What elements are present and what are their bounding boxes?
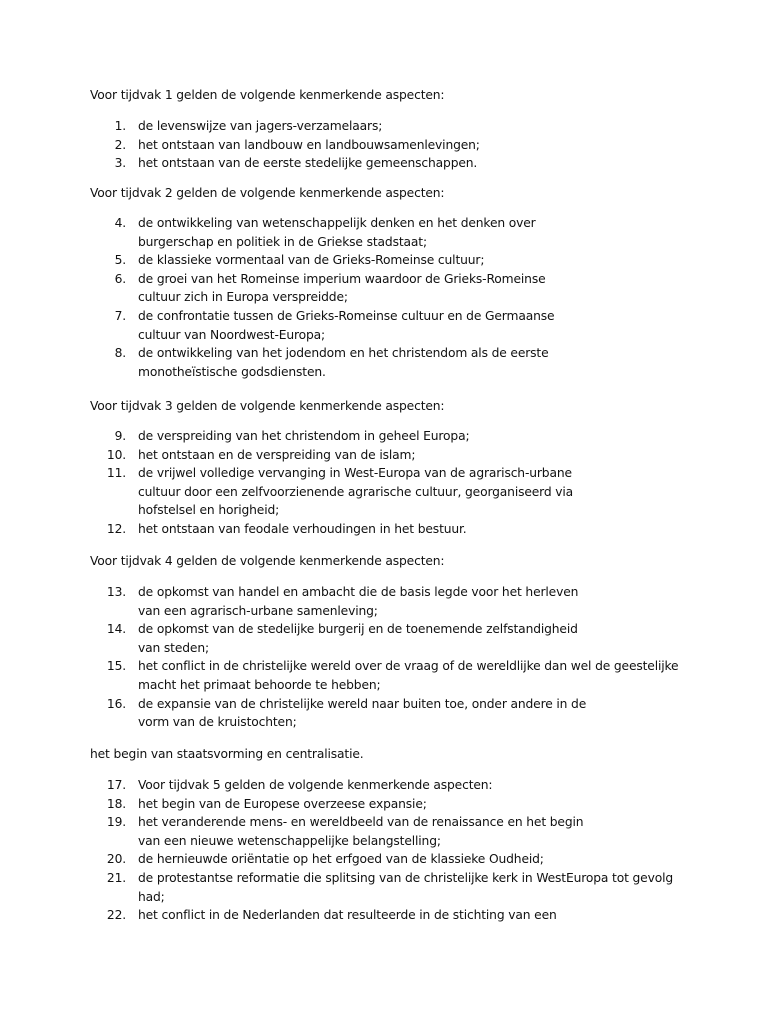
list-item (0, 464, 768, 520)
item-number: 4. (114, 216, 126, 230)
aspect-list (0, 427, 768, 539)
item-number: 15. (106, 659, 126, 674)
aspect-list (0, 776, 768, 925)
item-number: 7. (114, 308, 126, 323)
section-intro: Voor tijdvak 1 gelden de volgende kenmerkende aspecten: (90, 88, 445, 102)
item-text: de protestantse reformatie die splitsing van de christelijke kerk in WestEuropa tot gevolg had; (138, 870, 674, 904)
item-text: het begin van de Europese overzeese expansie; (138, 796, 427, 811)
item-text: Voor tijdvak 5 gelden de volgende kenmerkende aspecten: (138, 778, 493, 792)
item-text: het veranderende mens- en wereldbeeld van de renaissance en het begin van een nieuwe wetenschappelijke belangstelling; (138, 815, 584, 848)
item-number: 8. (114, 346, 126, 361)
item-text: het ontstaan van landbouw en landbouwsamenlevingen; (138, 137, 480, 152)
list-item (0, 136, 768, 155)
list-item (0, 117, 768, 136)
item-number: 2. (114, 137, 126, 152)
item-text: het ontstaan en de verspreiding van de islam; (138, 447, 416, 462)
list-item (0, 270, 768, 307)
item-number: 19. (106, 815, 126, 830)
item-text: de vrijwel volledige vervanging in West-Europa van de agrarisch-urbane cultuur door een zelfvoorzienende agrarische cultuur, georganiseerd via hofstelsel en horigheid; (138, 466, 574, 518)
item-text: de expansie van de christelijke wereld naar buiten toe, onder andere in de vorm van de kruistochten; (138, 696, 587, 730)
item-text: de groei van het Romeinse imperium waardoor de Grieks-Romeinse cultuur zich in Europa verspreidde; (138, 271, 546, 305)
section-intro: het begin van staatsvorming en centralisatie. (90, 747, 364, 761)
list-item (0, 307, 768, 344)
list-item (0, 906, 768, 925)
item-number: 20. (106, 852, 126, 867)
list-item (0, 520, 768, 539)
item-number: 9. (114, 429, 126, 443)
item-text: de opkomst van handel en ambacht die de basis legde voor het herleven van een agrarisch-urbane samenleving; (138, 585, 579, 618)
item-text: de opkomst van de stedelijke burgerij en de toenemende zelfstandigheid van steden; (138, 622, 578, 655)
item-text: de klassieke vormentaal van de Grieks-Romeinse cultuur; (138, 253, 485, 268)
item-number: 11. (106, 466, 126, 481)
aspect-list (0, 117, 768, 173)
item-number: 18. (106, 796, 126, 811)
item-number: 17. (106, 778, 126, 792)
item-number: 3. (114, 156, 126, 171)
item-number: 5. (114, 253, 126, 268)
item-number: 6. (114, 271, 126, 286)
item-text: de confrontatie tussen de Grieks-Romeinse cultuur en de Germaanse cultuur van Noordwest-Europa; (138, 308, 555, 342)
item-number: 22. (106, 908, 126, 923)
list-item (0, 850, 768, 869)
item-text: het conflict in de Nederlanden dat resulteerde in de stichting van een (138, 908, 557, 923)
list-item (0, 776, 768, 795)
item-number: 13. (106, 585, 126, 599)
item-text: de levenswijze van jagers-verzamelaars; (138, 119, 383, 133)
item-text: het conflict in de christelijke wereld over de vraag of de wereldlijke dan wel de geestelijke macht het primaat behoorde te hebben; (138, 659, 679, 692)
item-number: 21. (106, 870, 126, 885)
item-number: 14. (106, 622, 126, 637)
aspect-list (0, 583, 768, 732)
list-item (0, 620, 768, 657)
item-text: het ontstaan van de eerste stedelijke gemeenschappen. (138, 156, 478, 171)
list-item (0, 214, 768, 251)
list-item (0, 869, 768, 906)
item-text: het ontstaan van feodale verhoudingen in het bestuur. (138, 521, 467, 536)
list-item (0, 795, 768, 814)
section-intro: Voor tijdvak 4 gelden de volgende kenmerkende aspecten: (90, 554, 445, 568)
list-item (0, 813, 768, 850)
item-number: 10. (106, 447, 126, 462)
item-number: 16. (106, 696, 126, 711)
item-text: de hernieuwde oriëntatie op het erfgoed van de klassieke Oudheid; (138, 852, 544, 867)
aspect-list (0, 214, 768, 381)
section-intro: Voor tijdvak 3 gelden de volgende kenmerkende aspecten: (90, 399, 445, 413)
list-item (0, 251, 768, 270)
item-text: de ontwikkeling van wetenschappelijk denken en het denken over burgerschap en politiek in de Griekse stadstaat; (138, 216, 536, 249)
list-item (0, 427, 768, 446)
list-item (0, 695, 768, 732)
item-text: de verspreiding van het christendom in geheel Europa; (138, 429, 470, 443)
list-item (0, 154, 768, 173)
item-number: 1. (114, 119, 126, 133)
list-item (0, 657, 768, 694)
item-number: 12. (106, 521, 126, 536)
list-item (0, 446, 768, 465)
item-text: de ontwikkeling van het jodendom en het christendom als de eerste monotheïstische godsdiensten. (138, 346, 549, 379)
section-intro: Voor tijdvak 2 gelden de volgende kenmerkende aspecten: (90, 186, 445, 200)
list-item (0, 344, 768, 381)
list-item (0, 583, 768, 620)
